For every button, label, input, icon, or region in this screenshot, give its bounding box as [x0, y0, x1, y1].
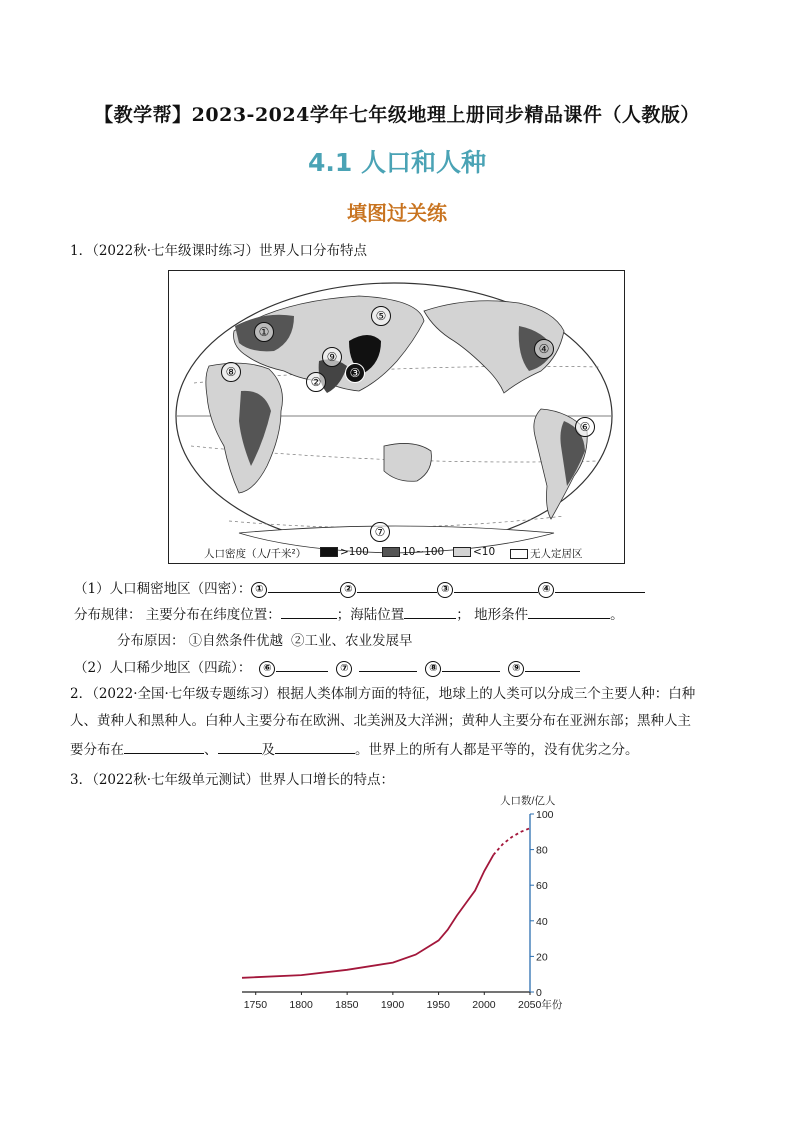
- x-tick-label: 1950: [426, 999, 450, 1011]
- question-2-line-3: 要分布在 、 及 。世界上的所有人都是平等的，没有优劣之分。: [70, 739, 639, 760]
- q1-mark-3: ③: [437, 582, 453, 598]
- map-label-6: ⑥: [575, 417, 595, 437]
- answer-blank-6[interactable]: [276, 657, 328, 672]
- section-title: 填图过关练: [347, 201, 447, 225]
- q1-mark-2: ②: [340, 582, 356, 598]
- latitude-blank[interactable]: [281, 604, 337, 619]
- race-region-blank-3[interactable]: [275, 739, 355, 754]
- q1-part1-row: （1）人口稠密地区（四密）： ① ② ③ ④: [74, 578, 645, 599]
- map-label-7: ⑦: [370, 522, 390, 542]
- document-header: 【教学帮】2023-2024学年七年级地理上册同步精品课件（人教版）: [94, 104, 700, 126]
- sea-land-blank[interactable]: [404, 604, 456, 619]
- legend-item-mid: 10~100: [382, 546, 444, 558]
- question-3-prompt: 3．（2022秋·七年级单元测试）世界人口增长的特点：: [70, 772, 394, 788]
- q1-mark-4: ④: [538, 582, 554, 598]
- answer-blank-1[interactable]: [268, 578, 340, 593]
- legend-item-low: <10: [453, 546, 495, 558]
- question-2-line-1: 2．（2022·全国·七年级专题练习）根据人类体制方面的特征，地球上的人类可以分成三个主要人种：白种: [70, 686, 696, 702]
- map-label-5: ⑤: [371, 306, 391, 326]
- distribution-reason-row: 分布原因： ①自然条件优越 ②工业、农业发展早: [117, 633, 413, 649]
- y-tick-label: 80: [536, 844, 548, 857]
- answer-blank-8[interactable]: [442, 657, 500, 672]
- race-region-blank-1[interactable]: [124, 739, 204, 754]
- x-tick-label: 1900: [380, 999, 405, 1011]
- q1-mark-6: ⑥: [259, 661, 275, 677]
- x-tick-label: 1750: [243, 999, 268, 1011]
- legend-item-none: 无人定居区: [510, 546, 583, 561]
- y-axis-title: 人口数/亿人: [500, 795, 556, 807]
- map-legend: [168, 544, 623, 562]
- question-2-line-2: 人、黄种人和黑种人。白种人主要分布在欧洲、北美洲及大洋洲；黄种人主要分布在亚洲东部；黑种人主: [70, 713, 691, 729]
- x-tick-label: 1850: [335, 999, 359, 1011]
- question-1-prompt: 1．（2022秋·七年级课时练习）世界人口分布特点: [70, 243, 367, 259]
- x-tick-label: 1800: [289, 999, 313, 1011]
- terrain-blank[interactable]: [528, 604, 610, 619]
- distribution-rule-row: 分布规律： 主要分布在纬度位置： ；海陆位置 ； 地形条件 。: [74, 604, 624, 625]
- x-tick-label: 2050年份: [518, 999, 563, 1011]
- y-tick-label: 60: [536, 880, 548, 893]
- answer-blank-3[interactable]: [454, 578, 538, 593]
- race-region-blank-2[interactable]: [218, 739, 262, 754]
- q1-part2-row: （2）人口稀少地区（四疏）： ⑥ ⑦ ⑧ ⑨: [74, 657, 580, 678]
- map-label-1: ①: [254, 322, 274, 342]
- map-label-8: ⑧: [221, 362, 241, 382]
- y-tick-label: 20: [536, 951, 548, 964]
- legend-title: 人口密度（人/千米²）: [204, 548, 307, 560]
- q1-mark-7: ⑦: [336, 661, 352, 677]
- lesson-title: 4.1 人口和人种: [308, 148, 486, 177]
- chart-svg: [230, 790, 590, 1020]
- map-label-3: ③: [345, 363, 365, 383]
- population-growth-chart: [230, 790, 590, 1020]
- answer-blank-2[interactable]: [357, 578, 437, 593]
- y-tick-label: 0: [536, 987, 542, 999]
- map-label-2: ②: [306, 372, 326, 392]
- projection-line: [493, 828, 530, 855]
- population-line: [242, 855, 493, 978]
- y-tick-label: 40: [536, 915, 548, 928]
- answer-blank-7[interactable]: [359, 657, 417, 672]
- y-tick-label: 100: [536, 809, 554, 821]
- q1-mark-8: ⑧: [425, 661, 441, 677]
- q1-mark-9: ⑨: [508, 661, 524, 677]
- legend-item-high: >100: [320, 546, 369, 558]
- map-label-9: ⑨: [322, 347, 342, 367]
- map-figure: [169, 271, 624, 563]
- q1-mark-1: ①: [251, 582, 267, 598]
- map-label-4: ④: [534, 339, 554, 359]
- x-tick-label: 2000: [472, 999, 496, 1011]
- answer-blank-9[interactable]: [525, 657, 580, 672]
- world-population-map: [168, 270, 625, 564]
- answer-blank-4[interactable]: [555, 578, 645, 593]
